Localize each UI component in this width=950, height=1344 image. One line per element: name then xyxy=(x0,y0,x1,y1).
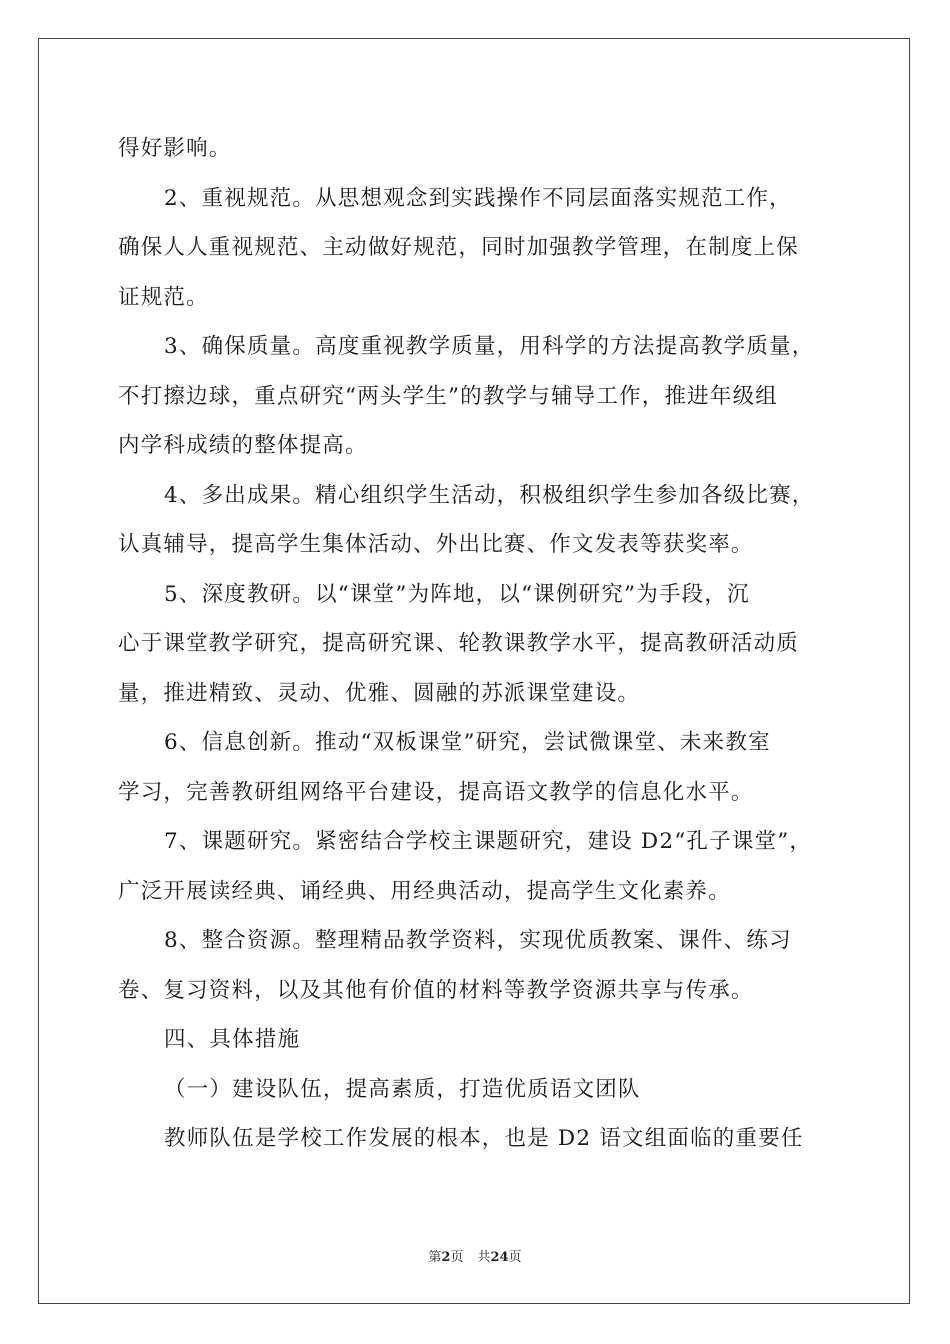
subsection-heading: （一）建设队伍，提高素质，打造优质语文团队 xyxy=(164,1076,641,1102)
page-footer xyxy=(0,1246,950,1265)
document-body xyxy=(118,124,838,1164)
text-line: 7、课题研究。紧密结合学校主课题研究，建设 D2“孔子课堂”， xyxy=(164,829,813,854)
text-line: 广泛开展读经典、诵经典、用经典活动，提高学生文化素养。 xyxy=(118,878,731,904)
text-line: 量，推进精致、灵动、优雅、圆融的苏派课堂建设。 xyxy=(118,680,641,706)
text-line: 教师队伍是学校工作发展的根本，也是 D2 语文组面临的重要任 xyxy=(164,1126,804,1151)
text-line: 2、重视规范。从思想观念到实践操作不同层面落实规范工作， xyxy=(164,185,792,211)
text-line: 4、多出成果。精心组织学生活动，积极组织学生参加各级比赛， xyxy=(164,482,815,508)
text-line: 确保人人重视规范、主动做好规范，同时加强教学管理，在制度上保 xyxy=(118,235,800,260)
page-prefix: 第 xyxy=(428,1250,442,1265)
text-line: 认真辅导，提高学生集体活动、外出比赛、作文发表等获奖率。 xyxy=(118,532,754,557)
text-line: 卷、复习资料，以及其他有价值的材料等教学资源共享与传承。 xyxy=(118,977,754,1003)
total-suffix: 页 xyxy=(508,1250,522,1265)
text-line: 内学科成绩的整体提高。 xyxy=(118,433,368,458)
total-prefix: 共 xyxy=(477,1250,491,1265)
text-line: 8、整合资源。整理精品教学资料，实现优质教案、课件、练习 xyxy=(164,928,792,953)
page-suffix: 页 xyxy=(450,1250,464,1265)
section-heading: 四、具体措施 xyxy=(164,1027,301,1052)
total-pages: 24 xyxy=(490,1250,509,1265)
text-line: 心于课堂教学研究，提高研究课、轮教课教学水平，提高教研活动质 xyxy=(118,631,800,656)
text-line: 不打擦边球，重点研究“两头学生”的教学与辅导工作，推进年级组 xyxy=(118,383,778,409)
text-line: 3、确保质量。高度重视教学质量，用科学的方法提高教学质量， xyxy=(164,334,815,359)
text-line: 6、信息创新。推动“双板课堂”研究，尝试微课堂、未来教室 xyxy=(164,730,771,755)
page-number: 2 xyxy=(441,1250,451,1265)
text-line: 证规范。 xyxy=(118,284,209,310)
text-line: 得好影响。 xyxy=(118,136,232,161)
text-line: 学习，完善教研组网络平台建设，提高语文教学的信息化水平。 xyxy=(118,779,754,805)
text-line: 5、深度教研。以“课堂”为阵地，以“课例研究”为手段，沉 xyxy=(164,581,750,607)
